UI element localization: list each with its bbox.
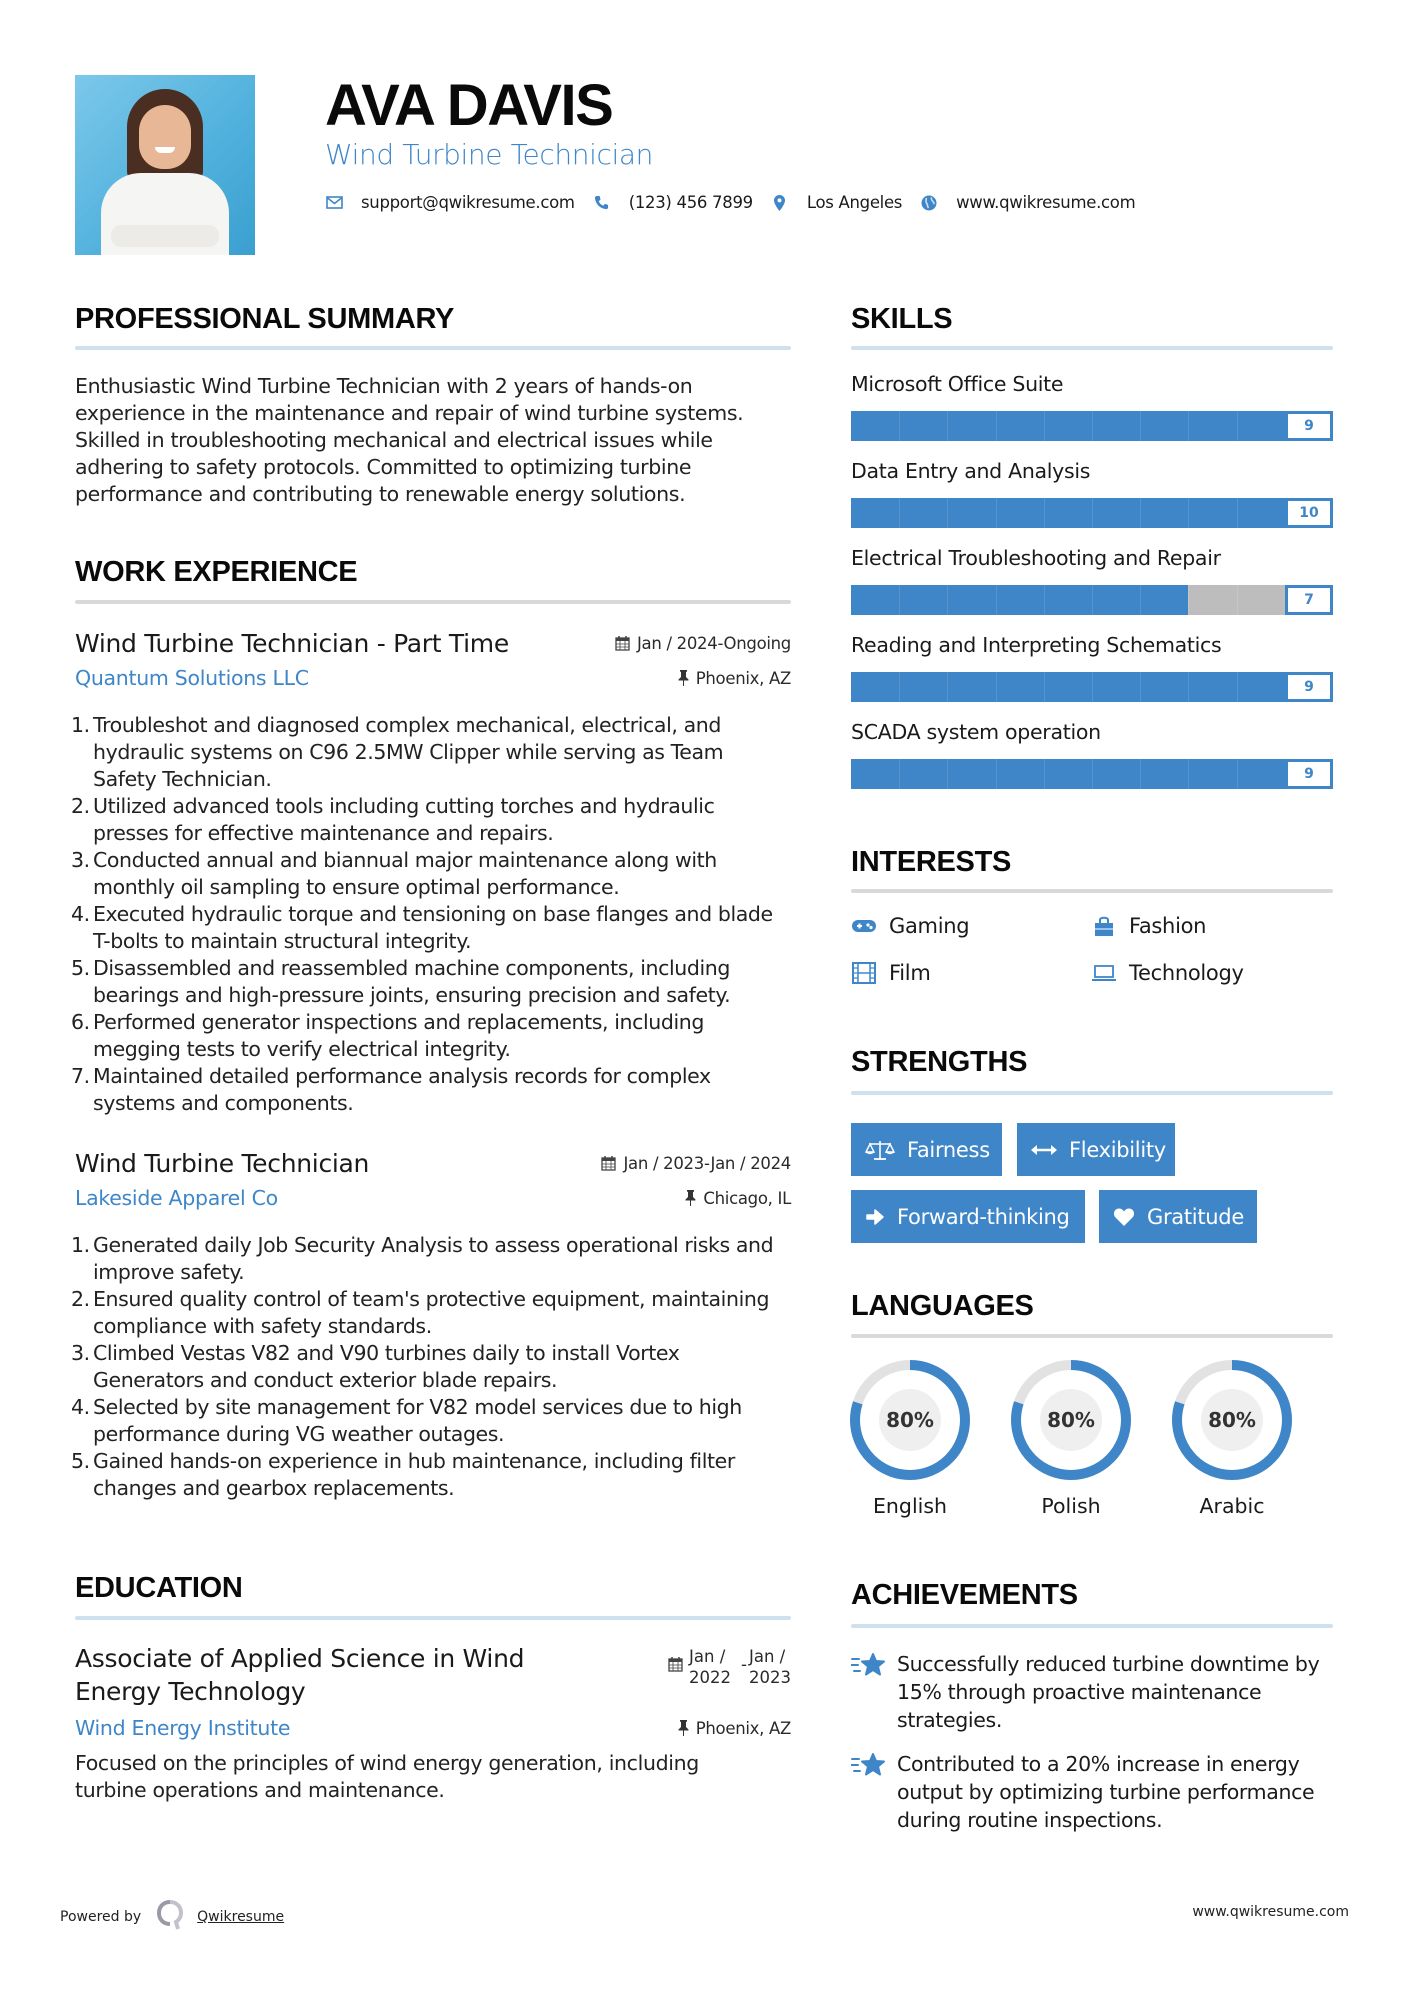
laptop-icon bbox=[1091, 962, 1117, 984]
section-divider bbox=[851, 1334, 1333, 1338]
section-heading-interests: INTERESTS bbox=[851, 846, 1012, 878]
job-bullets bbox=[71, 1232, 787, 1502]
language-percent: 80% bbox=[879, 1389, 941, 1451]
shooting-star-icon bbox=[851, 1652, 885, 1734]
company-name: Quantum Solutions LLC bbox=[75, 666, 309, 690]
skill-rating-bar bbox=[851, 498, 1333, 528]
calendar-icon bbox=[601, 1155, 616, 1171]
list-item: 3. Conducted annual and biannual major maintenance along with monthly oil sampling to ensure optimal performance. bbox=[71, 848, 717, 899]
achievement-item: Contributed to a 20% increase in energy output by optimizing turbine performance during routine inspections. bbox=[851, 1750, 1341, 1834]
list-item: 4. Selected by site management for V82 model services due to high performance during VG weather outages. bbox=[71, 1395, 742, 1446]
globe-icon bbox=[920, 194, 938, 212]
candidate-name: AVA DAVIS bbox=[325, 73, 613, 138]
contact-location: Los Angeles bbox=[771, 193, 902, 212]
skill-score: 9 bbox=[1285, 759, 1333, 789]
language-percent: 80% bbox=[1040, 1389, 1102, 1451]
job-dates: Jan / 2024-Ongoing bbox=[615, 634, 791, 653]
list-item: 3. Climbed Vestas V82 and V90 turbines daily to install Vortex Generators and conduct exterior blade repairs. bbox=[71, 1341, 680, 1392]
skill-item bbox=[851, 459, 1333, 546]
calendar-icon bbox=[615, 635, 630, 651]
pushpin-icon bbox=[678, 670, 689, 686]
skill-item bbox=[851, 720, 1333, 807]
education-entry bbox=[75, 1642, 791, 1804]
contact-row bbox=[325, 193, 1153, 212]
skill-item bbox=[851, 633, 1333, 720]
language-name: English bbox=[872, 1494, 948, 1518]
skill-label: Data Entry and Analysis bbox=[851, 459, 1091, 483]
list-item: 1. Troubleshot and diagnosed complex mechanical, electrical, and hydraulic systems on C96 2.5MW Clipper while serving as Team Safety Technician. bbox=[71, 713, 724, 791]
skill-item bbox=[851, 372, 1333, 459]
strength-chip-flexibility: Flexibility bbox=[1017, 1123, 1175, 1176]
list-item: 1. Generated daily Job Security Analysis to assess operational risks and improve safety. bbox=[71, 1233, 774, 1284]
section-divider bbox=[75, 600, 791, 604]
section-heading-skills: SKILLS bbox=[851, 303, 953, 335]
section-heading-achievements: ACHIEVEMENTS bbox=[851, 1579, 1078, 1611]
list-item: 5. Disassembled and reassembled machine components, including bearings and high-pressure joints, ensuring precision and safety. bbox=[71, 956, 731, 1007]
languages-list bbox=[848, 1358, 1338, 1538]
skill-rating-bar bbox=[851, 759, 1333, 789]
section-heading-languages: LANGUAGES bbox=[851, 1290, 1034, 1322]
skill-label: Microsoft Office Suite bbox=[851, 372, 1064, 396]
education-dates: Jan / 2022 - Jan / 2023 bbox=[668, 1646, 791, 1708]
skill-score: 10 bbox=[1285, 498, 1333, 528]
section-heading-strengths: STRENGTHS bbox=[851, 1046, 1028, 1078]
film-icon bbox=[851, 962, 877, 984]
section-divider bbox=[851, 889, 1333, 893]
education-location: Phoenix, AZ bbox=[678, 1719, 791, 1738]
job-bullets bbox=[71, 712, 787, 1117]
language-item bbox=[1009, 1358, 1133, 1518]
language-name: Polish bbox=[1041, 1494, 1101, 1518]
list-item: 4. Executed hydraulic torque and tensioning on base flanges and blade T-bolts to maintain structural integrity. bbox=[71, 902, 773, 953]
job-dates: Jan / 2023-Jan / 2024 bbox=[601, 1154, 791, 1173]
skill-rating-bar bbox=[851, 672, 1333, 702]
degree-title: Associate of Applied Science in Wind Energy Technology bbox=[75, 1644, 525, 1706]
skills-list bbox=[851, 372, 1333, 807]
section-divider bbox=[851, 346, 1333, 350]
skill-item bbox=[851, 546, 1333, 633]
strength-chip-forward-thinking: Forward-thinking bbox=[851, 1190, 1085, 1243]
balance-scale-icon bbox=[865, 1139, 895, 1161]
interest-item-gaming: Gaming bbox=[851, 914, 969, 938]
job-title: Wind Turbine Technician bbox=[75, 1148, 370, 1178]
skill-score: 9 bbox=[1285, 672, 1333, 702]
arrow-right-icon bbox=[865, 1207, 885, 1227]
strength-chip-fairness: Fairness bbox=[851, 1123, 1002, 1176]
language-name: Arabic bbox=[1199, 1494, 1265, 1518]
section-divider bbox=[75, 1616, 791, 1620]
shopping-bag-icon bbox=[1091, 915, 1117, 937]
shooting-star-icon bbox=[851, 1752, 885, 1834]
map-marker-icon bbox=[771, 194, 789, 212]
footer-powered-by: Powered by Qwikresume bbox=[60, 1900, 284, 1934]
contact-phone[interactable]: (123) 456 7899 bbox=[593, 193, 753, 212]
list-item: 6. Performed generator inspections and replacements, including megging tests to verify electrical integrity. bbox=[71, 1010, 704, 1061]
strength-chip-gratitude: Gratitude bbox=[1099, 1190, 1257, 1243]
section-heading-experience: WORK EXPERIENCE bbox=[75, 556, 358, 588]
skill-rating-bar bbox=[851, 411, 1333, 441]
school-name: Wind Energy Institute bbox=[75, 1716, 291, 1740]
language-item bbox=[848, 1358, 972, 1518]
job-location: Chicago, IL bbox=[685, 1189, 791, 1208]
list-item: 2. Utilized advanced tools including cutting torches and hydraulic presses for effective maintenance and repairs. bbox=[71, 794, 715, 845]
footer-website[interactable]: www.qwikresume.com bbox=[1192, 1904, 1349, 1920]
list-item: 2. Ensured quality control of team's protective equipment, maintaining compliance with safety standards. bbox=[71, 1287, 770, 1338]
language-percent: 80% bbox=[1201, 1389, 1263, 1451]
job-title: Wind Turbine Technician - Part Time bbox=[75, 628, 509, 658]
language-item bbox=[1170, 1358, 1294, 1518]
contact-email[interactable]: support@qwikresume.com bbox=[325, 193, 575, 212]
heart-icon bbox=[1113, 1207, 1135, 1227]
interest-item-fashion: Fashion bbox=[1091, 914, 1206, 938]
profile-photo bbox=[75, 75, 255, 255]
candidate-title: Wind Turbine Technician bbox=[325, 138, 653, 171]
list-item: 5. Gained hands-on experience in hub maintenance, including filter changes and gearbox replacements. bbox=[71, 1449, 735, 1500]
job-entry bbox=[71, 1146, 791, 1502]
education-description: Focused on the principles of wind energy generation, including turbine operations and maintenance. bbox=[75, 1751, 699, 1802]
gamepad-icon bbox=[851, 915, 877, 937]
interest-item-film: Film bbox=[851, 961, 930, 985]
language-progress-ring bbox=[1170, 1358, 1294, 1482]
pushpin-icon bbox=[678, 1720, 689, 1736]
job-location: Phoenix, AZ bbox=[678, 669, 791, 688]
language-progress-ring bbox=[1009, 1358, 1133, 1482]
achievement-item: Successfully reduced turbine downtime by 15% through proactive maintenance strategies. bbox=[851, 1650, 1341, 1734]
job-entry bbox=[71, 626, 791, 1117]
skill-label: Reading and Interpreting Schematics bbox=[851, 633, 1222, 657]
section-divider bbox=[75, 346, 791, 350]
interest-item-technology: Technology bbox=[1091, 961, 1244, 985]
skill-score: 7 bbox=[1285, 585, 1333, 615]
envelope-icon bbox=[325, 194, 343, 212]
section-divider bbox=[851, 1624, 1333, 1628]
company-name: Lakeside Apparel Co bbox=[75, 1186, 278, 1210]
skill-score: 9 bbox=[1285, 411, 1333, 441]
summary-text: Enthusiastic Wind Turbine Technician with 2 years of hands-on experience in the maintenance and repair of wind turbine systems. Skilled in troubleshooting mechanical and electrical issues while adhering to safety protocols. Committed to optimizing turbine performance and contributing to renewable energy solutions. bbox=[75, 374, 744, 506]
contact-website[interactable]: www.qwikresume.com bbox=[920, 193, 1135, 212]
qwikresume-logo-icon bbox=[157, 1900, 183, 1934]
language-progress-ring bbox=[848, 1358, 972, 1482]
list-item: 7. Maintained detailed performance analysis records for complex systems and components. bbox=[71, 1064, 711, 1115]
pushpin-icon bbox=[685, 1190, 696, 1206]
skill-label: SCADA system operation bbox=[851, 720, 1101, 744]
section-divider bbox=[851, 1091, 1333, 1095]
calendar-icon bbox=[668, 1656, 683, 1672]
arrows-horizontal-icon bbox=[1031, 1144, 1057, 1156]
qwikresume-link[interactable]: Qwikresume bbox=[197, 1909, 285, 1925]
section-heading-summary: PROFESSIONAL SUMMARY bbox=[75, 303, 455, 335]
skill-rating-bar bbox=[851, 585, 1333, 615]
skill-label: Electrical Troubleshooting and Repair bbox=[851, 546, 1221, 570]
phone-icon bbox=[593, 194, 611, 212]
section-heading-education: EDUCATION bbox=[75, 1572, 243, 1604]
